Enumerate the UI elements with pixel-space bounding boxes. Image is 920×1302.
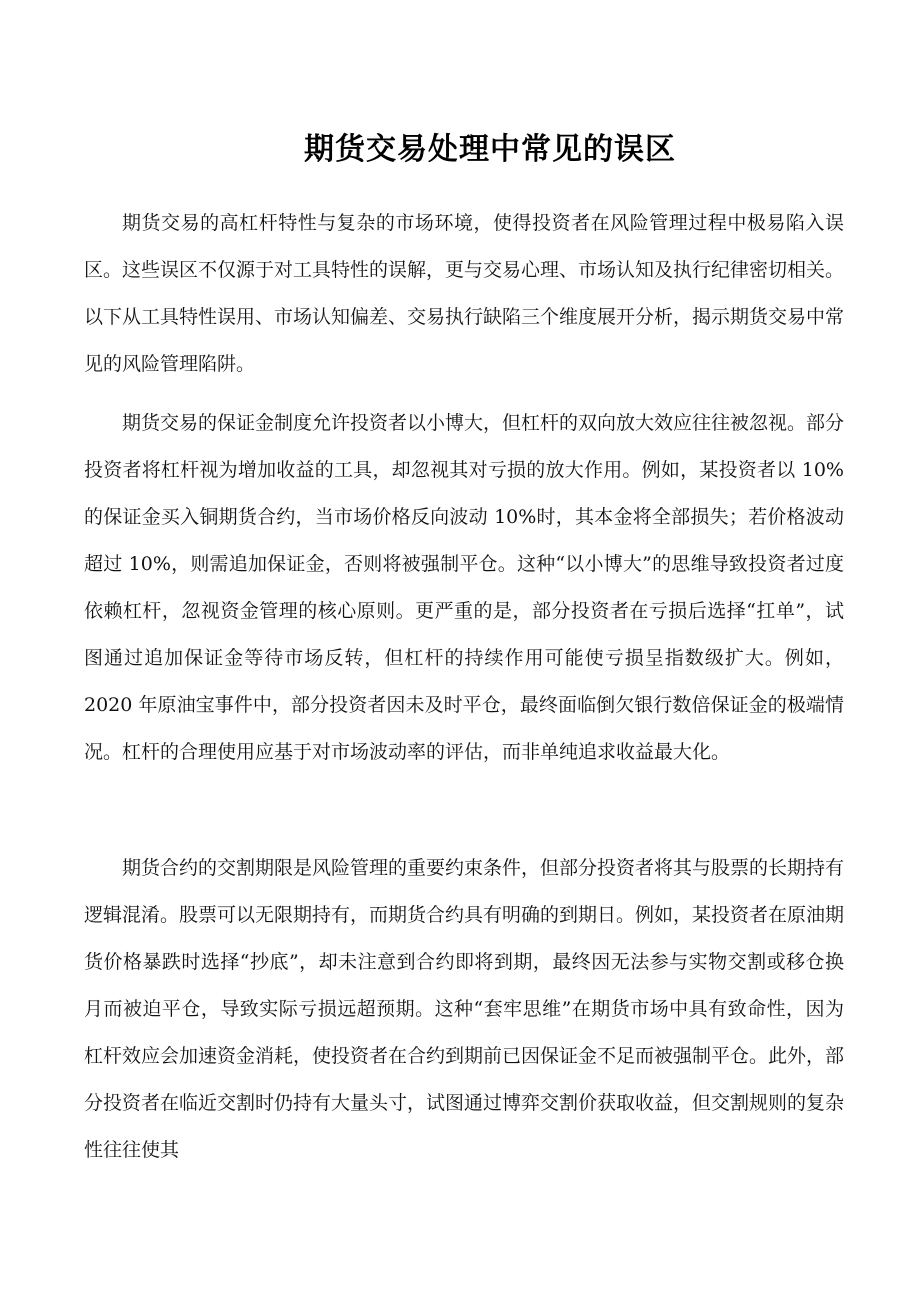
paragraph-delivery: 期货合约的交割期限是风险管理的重要约束条件，但部分投资者将其与股票的长期持有逻辑混淆。股票可以无限期持有，而期货合约具有明确的到期日。例如，某投资者在原油期货价格暴跌时选择“抄底”，却未注意到合约即将到期，最终因无法参与实物交割或移仓换月而被迫平仓，导致实际亏损远超预期。这种“套牢思维”在期货市场中具有致命性，因为杠杆效应会加速资金消耗，使投资者在合约到期前已因保证金不足而被强制平仓。此外，部分投资者在临近交割时仍持有大量头寸，试图通过博弈交割价获取收益，但交割规则的复杂性往往使其: [84, 857, 845, 1161]
paragraph-leverage: 期货交易的保证金制度允许投资者以小博大，但杠杆的双向放大效应往往被忽视。部分投资者将杠杆视为增加收益的工具，却忽视其对亏损的放大作用。例如，某投资者以 10%的保证金买入铜期货合约，当市场价格反向波动 10%时，其本金将全部损失；若价格波动超过 10%，则需追加保证金，否则将被强制平仓。这种“以小博大”的思维导致投资者过度依赖杠杆，忽视资金管理的核心原则。更严重的是，部分投资者在亏损后选择“扛单”，试图通过追加保证金等待市场反转，但杠杆的持续作用可能使亏损呈指数级扩大。例如，2020 年原油宝事件中，部分投资者因未及时平仓，最终面临倒欠银行数倍保证金的极端情况。杠杆的合理使用应基于对市场波动率的评估，而非单纯追求收益最大化。: [84, 412, 845, 763]
document-title: 期货交易处理中常见的误区: [304, 132, 676, 167]
paragraph-intro: 期货交易的高杠杆特性与复杂的市场环境，使得投资者在风险管理过程中极易陷入误区。这些误区不仅源于对工具特性的误解，更与交易心理、市场认知及执行纪律密切相关。以下从工具特性误用、市场认知偏差、交易执行缺陷三个维度展开分析，揭示期货交易中常见的风险管理陷阱。: [84, 212, 845, 375]
